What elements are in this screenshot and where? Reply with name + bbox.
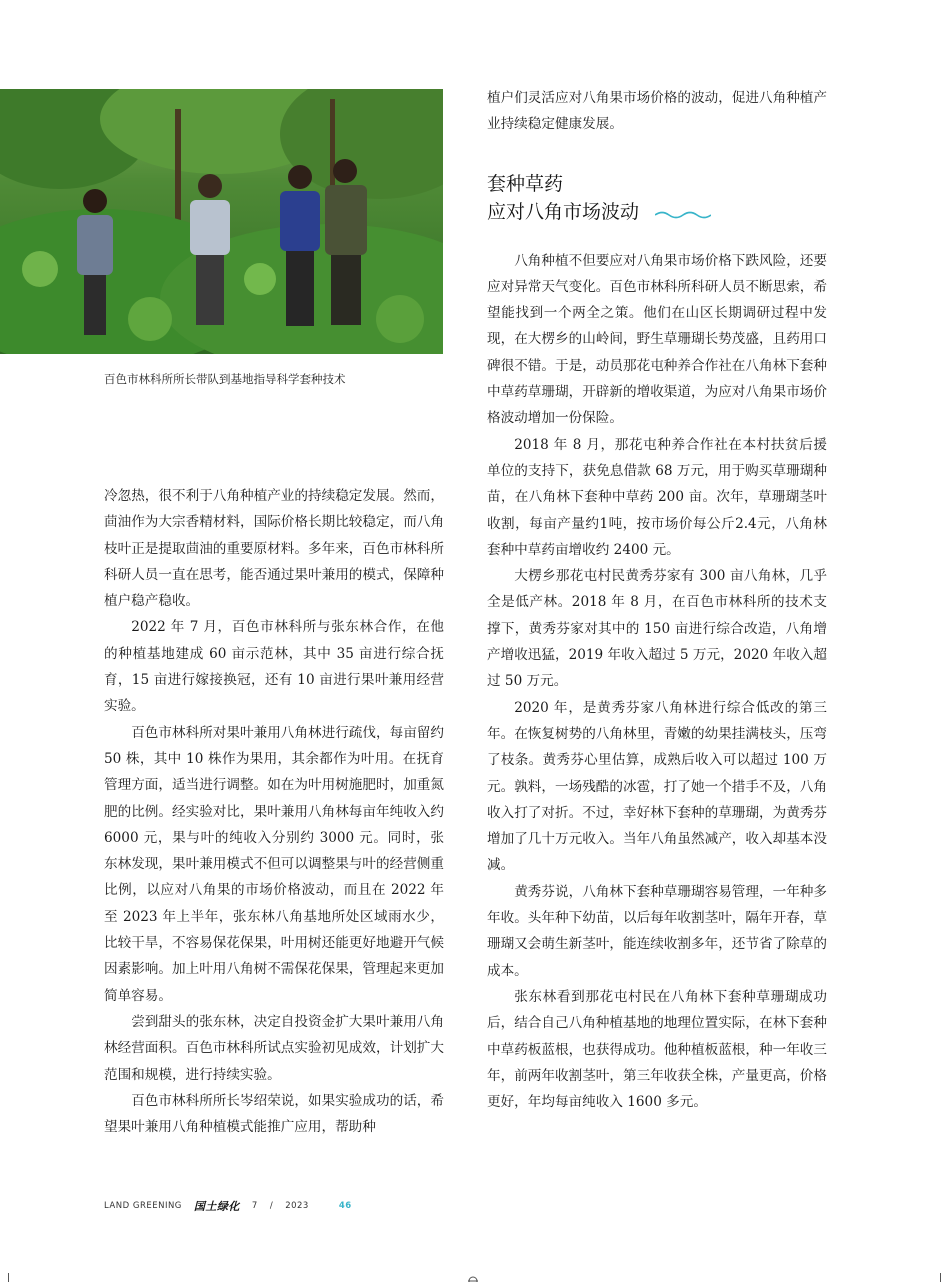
paragraph: 冷忽热，很不利于八角种植产业的持续稳定发展。然而，茴油作为大宗香精材料，国际价格长期比较稳定，而八角枝叶正是提取茴油的重要原材料。多年来，百色市林科所科研人员一直在思考，能否通过果叶兼用的模式，保障种植户稳产稳收。 [104, 488, 444, 610]
crop-mark [8, 1273, 9, 1282]
farm-photo-icon [0, 89, 443, 354]
footer-separator: / [269, 1201, 274, 1211]
page-number: 46 [338, 1201, 352, 1211]
paragraph: 尝到甜头的张东林，决定自投资金扩大果叶兼用八角林经营面积。百色市林科所试点实验初见成效，计划扩大范围和规模，进行持续实验。 [104, 1013, 444, 1083]
magazine-logo: 国土绿化 [193, 1200, 240, 1213]
paragraph: 百色市林科所所长岑绍荣说，如果实验成功的话，希望果叶兼用八角种植模式能推广应用，帮助种 [104, 1092, 444, 1136]
registration-mark-icon [468, 1275, 478, 1282]
paragraph: 2022 年 7 月，百色市林科所与张东林合作，在他的种植基地建成 60 亩示范林，其中 35 亩进行综合抚育，15 亩进行嫁接换冠，还有 10 亩进行果叶兼用经营实验。 [104, 619, 444, 715]
crop-mark [940, 1273, 941, 1282]
heading-line-2: 应对八角市场波动 [487, 200, 640, 223]
article-photo [0, 89, 443, 354]
paragraph: 八角种植不但要应对八角果市场价格下跌风险，还要应对异常天气变化。百色市林科所科研人员不断思索，希望能找到一个两全之策。他们在山区长期调研过程中发现，在大楞乡的山岭间，野生草珊瑚长势茂盛，且药用口碑很不错。于是，动员那花屯种养合作社在八角林下套种中草药草珊瑚，开辟新的增收渠道，为应对八角果市场价格波动增加一份保险。 [487, 252, 827, 427]
paragraph: 黄秀芬说，八角林下套种草珊瑚容易管理，一年种多年收。头年种下幼苗，以后每年收割茎叶，隔年开春，草珊瑚又会萌生新茎叶，能连续收割多年，还节省了除草的成本。 [487, 883, 827, 979]
paragraph: 大楞乡那花屯村民黄秀芬家有 300 亩八角林，几乎全是低产林。2018 年 8 月，在百色市林科所的技术支撑下，黄秀芬家对其中的 150 亩进行综合改造，八角增产增收迅猛，2019 年收入超过 5 万元，2020 年收入超过 50 万元。 [487, 568, 827, 690]
paragraph: 张东林看到那花屯村民在八角林下套种草珊瑚成功后，结合自己八角种植基地的地理位置实际，在林下套种中草药板蓝根，也获得成功。他种植板蓝根，种一年收三年，前两年收割茎叶，第三年收获全株，产量更高，价格更好，年均每亩纯收入 1600 多元。 [487, 988, 827, 1111]
paragraph: 植户们灵活应对八角果市场价格的波动，促进八角种植产业持续稳定健康发展。 [487, 90, 827, 133]
paragraph: 2018 年 8 月，那花屯种养合作社在本村扶贫后援单位的支持下，获免息借款 68 万元，用于购买草珊瑚种苗，在八角林下套种中草药 200 亩。次年，草珊瑚茎叶收割，每亩产量约1吨，按市场价每公斤2.4元，八角林套种中草药亩增收约 2400 元。 [487, 436, 827, 558]
left-column [104, 483, 444, 1140]
photo-caption: 百色市林科所所长带队到基地指导科学套种技术 [104, 372, 346, 386]
paragraph: 2020 年，是黄秀芬家八角林进行综合低改的第三年。在恢复树势的八角林里，青嫩的幼果挂满枝头，压弯了枝条。黄秀芬心里估算，成熟后收入可以超过 100 万元。孰料，一场残酷的冰雹，打了她一个措手不及，八角收入打了对折。不过，幸好林下套种的草珊瑚，为黄秀芬增加了几十万元收入。当年八角虽然减产，收入却基本没减。 [487, 699, 827, 874]
right-column [487, 85, 827, 1115]
footer-year: 2023 [285, 1201, 309, 1211]
section-heading [487, 170, 827, 226]
footer-month: 7 [251, 1201, 258, 1211]
heading-line-1: 套种草药 [487, 172, 564, 195]
page-footer [104, 1198, 352, 1214]
footer-brand: LAND GREENING [104, 1201, 182, 1211]
paragraph: 百色市林科所对果叶兼用八角林进行疏伐，每亩留约 50 株，其中 10 株作为果用，其余都作为叶用。在抚育管理方面，适当进行调整。如在为叶用树施肥时，加重氮肥的比例。经实验对比，果叶兼用八角林每亩年纯收入约 6000 元，果与叶的纯收入分别约 3000 元。同时，张东林发现，果叶兼用模式不但可以调整果与叶的经营侧重比例，以应对八角果的市场价格波动，而且在 2022 年至 2023 年上半年，张东林八角基地所处区域雨水少，比较干旱，不容易保花保果，叶用树还能更好地避开气候因素影响。加上叶用八角树不需保花保果，管理起来更加简单容易。 [104, 724, 444, 1004]
wave-decoration-icon [655, 210, 711, 220]
